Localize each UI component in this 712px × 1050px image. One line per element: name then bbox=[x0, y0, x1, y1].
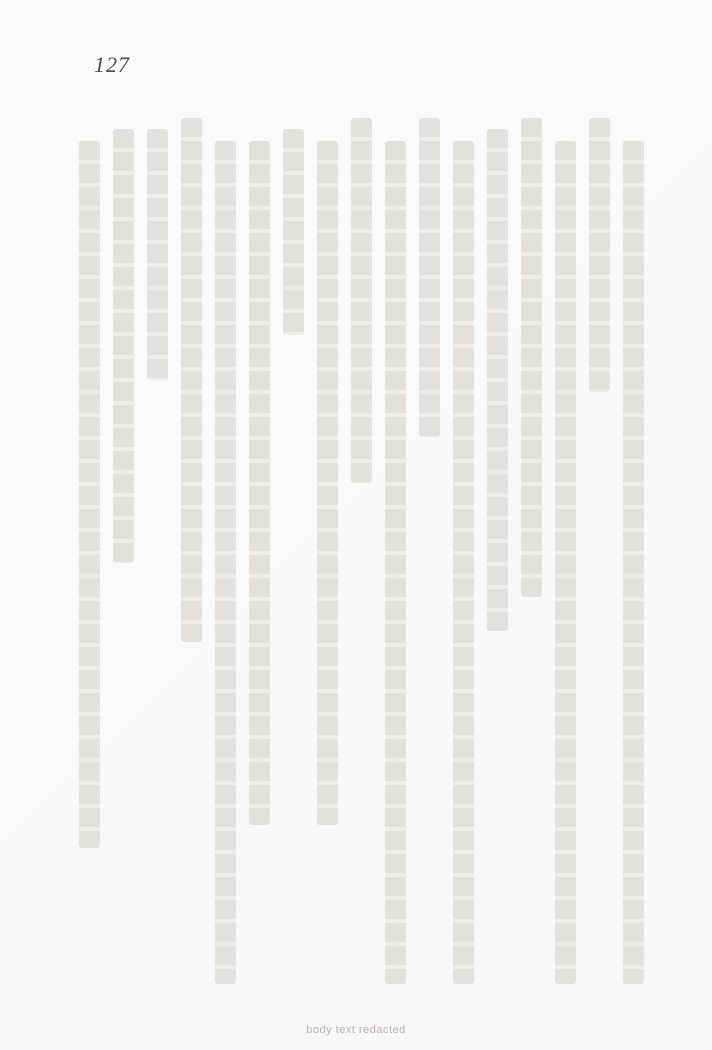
redacted-text-column bbox=[113, 129, 134, 562]
redacted-text-column bbox=[79, 141, 100, 848]
redacted-text-column bbox=[453, 141, 474, 985]
redacted-text-column bbox=[147, 129, 168, 380]
redacted-text-column bbox=[317, 141, 338, 825]
redacted-text-column bbox=[555, 141, 576, 985]
redacted-text-column bbox=[283, 129, 304, 334]
redacted-text-column bbox=[181, 118, 202, 642]
redacted-text-column bbox=[419, 118, 440, 437]
redacted-text-column bbox=[351, 118, 372, 483]
redacted-text-column bbox=[249, 141, 270, 825]
redacted-text-column bbox=[215, 141, 236, 985]
redacted-text-column bbox=[487, 129, 508, 631]
redaction-note: body text redacted bbox=[306, 1024, 406, 1036]
vertical-text-block bbox=[79, 118, 644, 966]
redacted-text-column bbox=[589, 118, 610, 392]
redacted-text-column bbox=[623, 141, 644, 985]
page-number: 127 bbox=[94, 52, 130, 77]
redacted-text-column bbox=[521, 118, 542, 597]
redacted-text-column bbox=[385, 141, 406, 985]
